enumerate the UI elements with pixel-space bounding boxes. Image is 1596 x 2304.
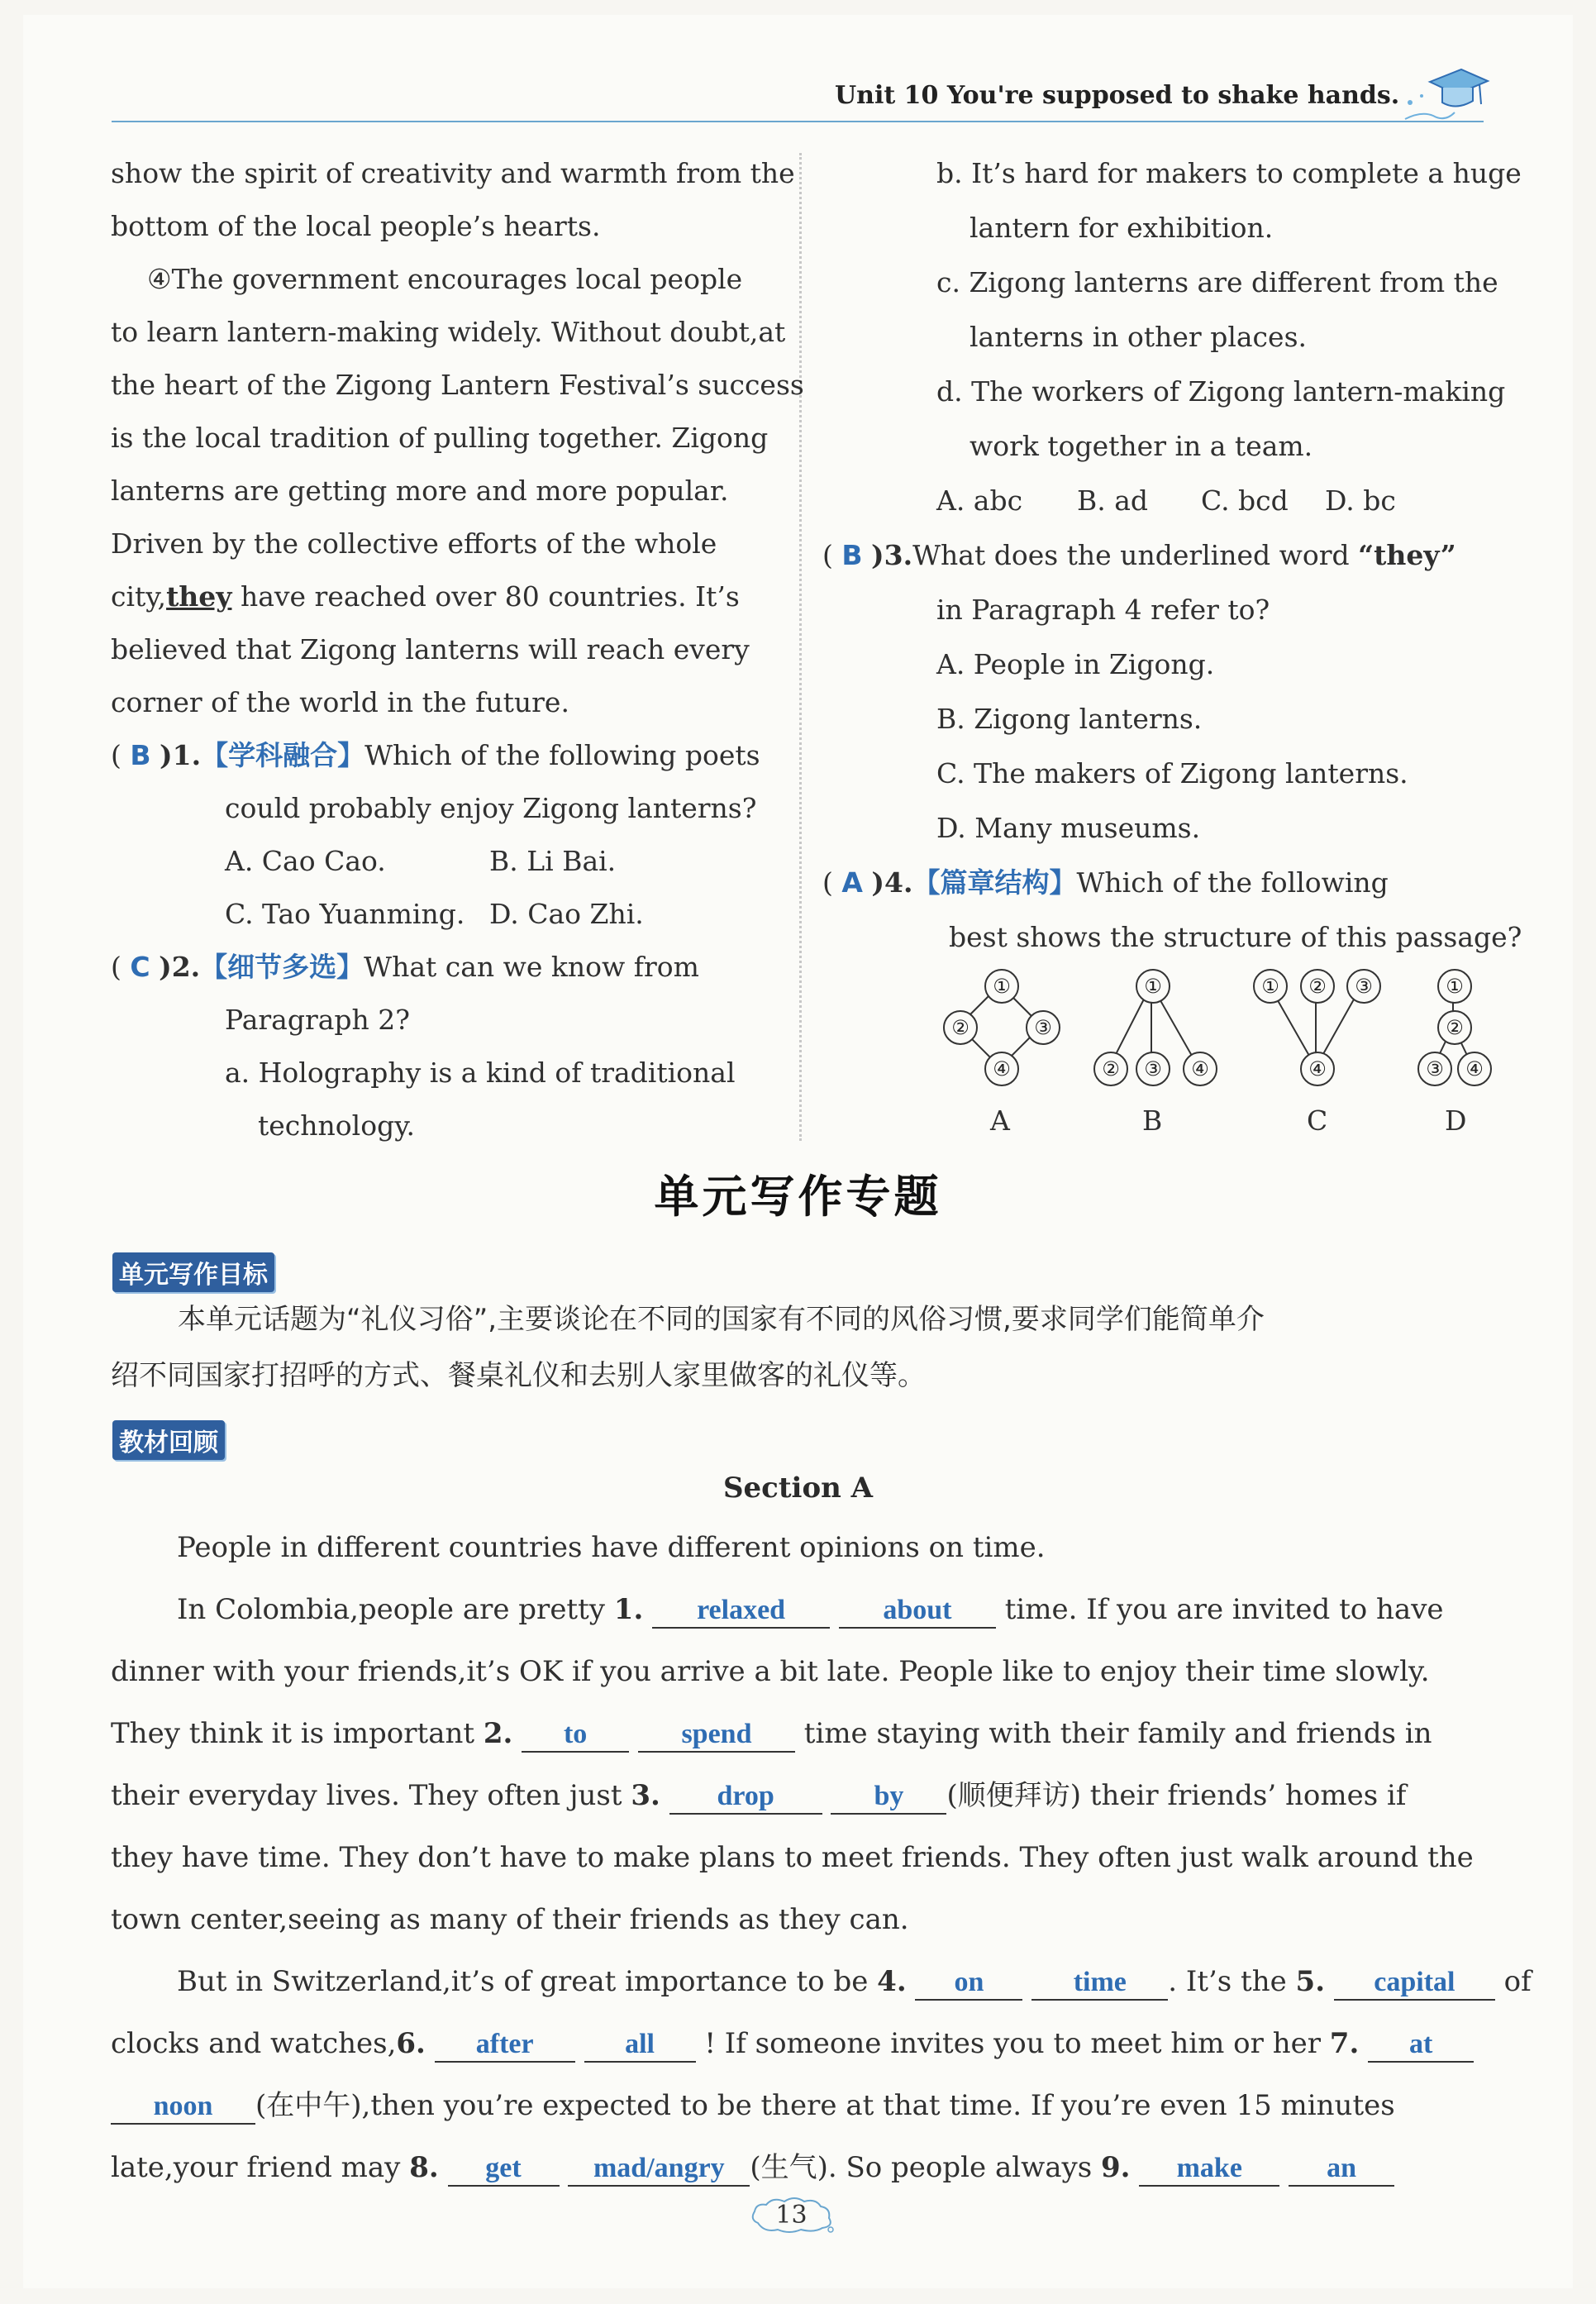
statement: lanterns in other places.: [970, 321, 1307, 353]
underlined-they: they: [166, 580, 232, 613]
option: B. Li Bai.: [489, 845, 617, 877]
option: A. Cao Cao.: [225, 845, 386, 877]
answer-blank: by: [831, 1780, 946, 1815]
answer-blank: spend: [638, 1718, 795, 1753]
statement: d. The workers of Zigong lantern-making: [936, 375, 1506, 408]
option: D. bc: [1325, 484, 1396, 517]
answer-blank: all: [584, 2028, 696, 2063]
circle-1: ①: [1136, 969, 1170, 1004]
answer-q1: B: [130, 739, 151, 771]
circle-1: ①: [1253, 969, 1288, 1004]
unit-header-title: Unit 10 You're supposed to shake hands.: [835, 81, 1400, 110]
statement: a. Holography is a kind of traditional: [225, 1057, 736, 1089]
goal-text-line: 本单元话题为“礼仪习俗”,主要谈论在不同的国家有不同的风俗习惯,要求同学们能简单介: [178, 1303, 1265, 1336]
circle-2: ②: [1093, 1052, 1128, 1086]
circle-3: ③: [1026, 1010, 1060, 1045]
tag-label: 【篇章结构】: [912, 866, 1077, 899]
passage-line: bottom of the local people’s hearts.: [111, 210, 601, 242]
answer-blank: capital: [1334, 1966, 1495, 2001]
passage-line: to learn lantern-making widely. Without doubt,at: [111, 316, 786, 348]
passage-line: show the spirit of creativity and warmth from the: [111, 157, 795, 189]
option: D. Cao Zhi.: [489, 898, 644, 930]
diagram-label: C: [1307, 1104, 1328, 1137]
answer-blank: after: [435, 2028, 575, 2063]
header-rule: [112, 121, 1484, 122]
answer-blank: make: [1139, 2152, 1279, 2187]
graduation-cap-icon: [1397, 53, 1496, 127]
passage-line: lanterns are getting more and more popular.: [111, 475, 729, 507]
circle-3: ③: [1346, 969, 1381, 1004]
goal-text-line: 绍不同国家打招呼的方式、餐桌礼仪和去别人家里做客的礼仪等。: [111, 1359, 926, 1392]
tag-label: 【细节多选】: [200, 951, 364, 983]
writing-section-title: 单元写作专题: [654, 1171, 942, 1223]
circle-4: ④: [1183, 1052, 1217, 1086]
page-number: 13: [748, 2195, 839, 2235]
option: B. ad: [1077, 484, 1149, 517]
circle-2: ②: [1300, 969, 1335, 1004]
circle-2: ②: [943, 1010, 978, 1045]
circle-3: ③: [1417, 1052, 1452, 1086]
answer-blank: about: [839, 1594, 996, 1629]
circle-1: ①: [984, 969, 1019, 1004]
passage-line: Driven by the collective efforts of the whole: [111, 527, 717, 560]
answer-blank: relaxed: [652, 1594, 830, 1629]
answer-blank: an: [1289, 2152, 1394, 2187]
answer-q4: A: [841, 866, 863, 899]
circle-2: ②: [1437, 1010, 1472, 1045]
textbook-review-badge: 教材回顾: [112, 1420, 225, 1460]
circle-1: ①: [1437, 969, 1472, 1004]
statement: c. Zigong lanterns are different from the: [936, 266, 1498, 298]
option: A. abc: [936, 484, 1023, 517]
answer-blank: at: [1368, 2028, 1474, 2063]
cloze-passage: People in different countries have different opinions on time. In Colombia,people are pretty 1. relaxed about time. If you are invited to have dinner with your friends,it’s OK if you arrive a bit late. People like to enjoy their time slowly. They think it is important 2. to spend time staying with their family and friends in their everyday lives. They often just 3. drop by (顺便拜访) their friends’ homes if they have time. They don’t have to make plans to meet friends. They often just walk around the town center,seeing as many of their friends as they can. But in Switzerland,it’s of great importance to be 4. on time . It’s the 5. capital of clocks and watches,6. after all ! If someone invites you to meet him or her 7. at noon (在中午),then you’re expected to be there at that time. If you’re even 15 minutes late,your friend may 8. get mad/angry (生气). So people always 9. make an: [111, 1517, 1487, 2199]
statement: b. It’s hard for makers to complete a huge: [936, 157, 1522, 189]
option: A. People in Zigong.: [936, 648, 1215, 680]
answer-blank: on: [915, 1966, 1022, 2001]
answer-blank: drop: [669, 1780, 822, 1815]
section-a-heading: Section A: [722, 1472, 874, 1505]
passage-line: city,they have reached over 80 countries. It’s: [111, 580, 740, 613]
passage-line: corner of the world in the future.: [111, 686, 569, 718]
option: C. The makers of Zigong lanterns.: [936, 757, 1408, 789]
statement: technology.: [258, 1109, 415, 1142]
option: C. bcd: [1201, 484, 1289, 517]
circle-4: ④: [1300, 1052, 1335, 1086]
answer-blank: to: [522, 1718, 629, 1753]
statement: lantern for exhibition.: [970, 212, 1274, 244]
option: B. Zigong lanterns.: [936, 703, 1203, 735]
answer-blank: noon: [111, 2090, 255, 2125]
option: D. Many museums.: [936, 812, 1201, 844]
passage-line: is the local tradition of pulling together. Zigong: [111, 422, 769, 454]
passage-line: believed that Zigong lanterns will reach every: [111, 633, 750, 665]
column-divider: [799, 153, 802, 1141]
writing-goal-badge: 单元写作目标: [112, 1252, 274, 1292]
tag-label: 【学科融合】: [201, 739, 365, 771]
diagram-label: D: [1445, 1104, 1467, 1137]
answer-blank: get: [448, 2152, 560, 2187]
circle-4: ④: [984, 1052, 1019, 1086]
circle-4: ④: [1457, 1052, 1492, 1086]
diagram-label: B: [1142, 1104, 1163, 1137]
statement: work together in a team.: [970, 430, 1313, 462]
answer-q3: B: [841, 539, 863, 571]
answer-q2: C: [130, 951, 150, 983]
circle-3: ③: [1136, 1052, 1170, 1086]
option: C. Tao Yuanming.: [225, 898, 465, 930]
answer-blank: time: [1031, 1966, 1168, 2001]
diagram-label: A: [990, 1104, 1010, 1137]
passage-line: the heart of the Zigong Lantern Festival’s success: [111, 369, 804, 401]
passage-line: ④The government encourages local people: [147, 263, 743, 295]
answer-blank: mad/angry: [568, 2152, 750, 2187]
